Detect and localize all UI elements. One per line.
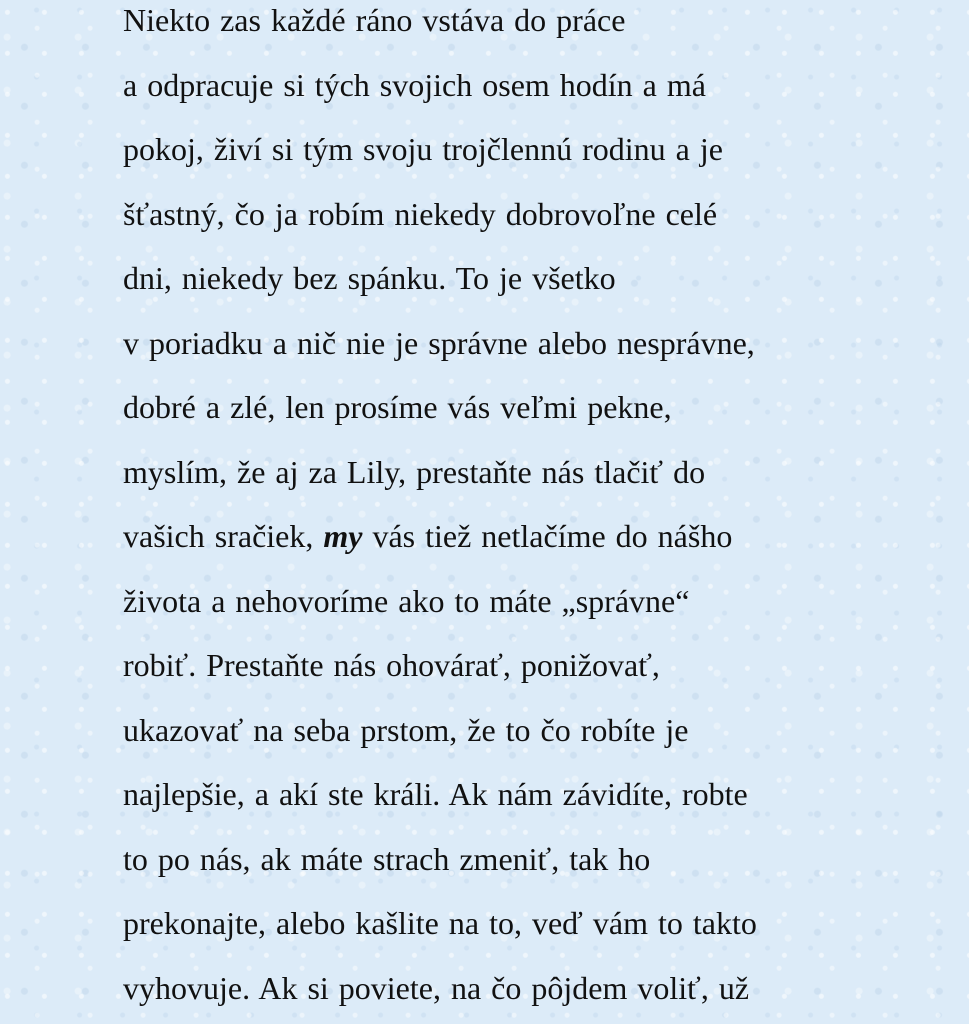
text-line: života a nehovoríme ako to máte „správne“	[123, 582, 690, 619]
text-line: Niekto zas každé ráno vstáva do práce	[123, 2, 626, 38]
text-line: najlepšie, a akí ste králi. Ak nám závidíte, robte	[123, 776, 748, 812]
text-line: prekonajte, alebo kašlite na to, veď vám to takto	[123, 905, 757, 941]
text-line: šťastný, čo ja robím niekedy dobrovoľne celé	[123, 195, 718, 232]
text-line: myslím, že aj za Lily, prestaňte nás tlačiť do	[123, 453, 706, 490]
text-line: pokoj, živí si tým svoju trojčlennú rodinu a je	[123, 131, 723, 167]
text-line: vyhovuje. Ak si poviete, na čo pôjdem voliť, už	[123, 969, 750, 1006]
text-line: v poriadku a nič nie je správne alebo nesprávne,	[123, 324, 755, 361]
text-segment: vás tiež netlačíme do nášho	[362, 518, 733, 554]
text-line: a odpracuje si tých svojich osem hodín a má	[123, 66, 706, 103]
text-line: robiť. Prestaňte nás ohovárať, ponižovať,	[123, 647, 660, 683]
text-line	[123, 504, 883, 569]
text-body	[123, 0, 883, 1020]
text-line: dobré a zlé, len prosíme vás veľmi pekne,	[123, 389, 672, 425]
text-line: ukazovať na seba prstom, že to čo robíte je	[123, 711, 689, 748]
text-line: dni, niekedy bez spánku. To je všetko	[123, 260, 616, 296]
text-line: to po nás, ak máte strach zmeniť, tak ho	[123, 840, 651, 877]
text-segment: vašich sračiek,	[123, 518, 324, 554]
emphasized-word: my	[323, 518, 363, 554]
